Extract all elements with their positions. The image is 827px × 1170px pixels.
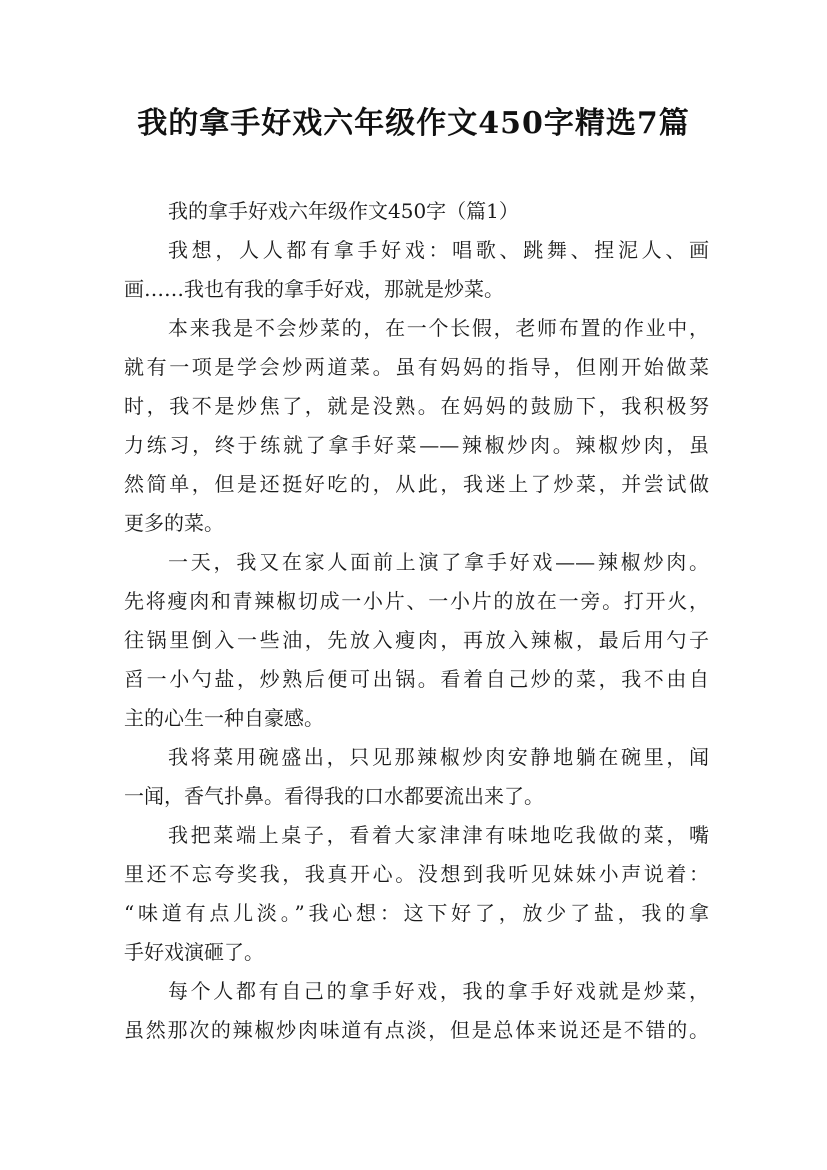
section-subtitle: 我的拿手好戏六年级作文450字（篇1） [168,199,519,223]
paragraph-line: 我想，人人都有拿手好戏：唱歌、跳舞、捏泥人、画 [168,238,709,262]
paragraph-line: 更多的菜。 [124,511,224,535]
paragraph-line: 一闻，香气扑鼻。看得我的口水都要流出来了。 [124,784,544,808]
paragraph-line: 手好戏演砸了。 [124,940,264,964]
paragraph-line: 舀一小勺盐，炒熟后便可出锅。看着自己炒的菜，我不由自 [124,667,709,691]
paragraph-line: 虽然那次的辣椒炒肉味道有点淡，但是总体来说还是不错的。 [124,1018,709,1042]
paragraph-line: 本来我是不会炒菜的，在一个长假，老师布置的作业中， [168,316,709,340]
paragraph-line: 主的心生一种自豪感。 [124,706,324,730]
paragraph-line: 往锅里倒入一些油，先放入瘦肉，再放入辣椒，最后用勺子 [124,628,709,652]
document-title: 我的拿手好戏六年级作文450字精选7篇 [137,106,690,141]
paragraph-line: 每个人都有自己的拿手好戏，我的拿手好戏就是炒菜， [168,979,709,1003]
paragraph-line: 就有一项是学会炒两道菜。虽有妈妈的指导，但刚开始做菜 [124,355,709,379]
paragraph-line: “味道有点儿淡。”我心想：这下好了，放少了盐，我的拿 [124,901,709,925]
paragraph-line: 里还不忘夸奖我，我真开心。没想到我听见妹妹小声说着： [124,862,709,886]
paragraph-line: 画……我也有我的拿手好戏，那就是炒菜。 [124,277,504,301]
paragraph-line: 先将瘦肉和青辣椒切成一小片、一小片的放在一旁。打开火， [124,589,709,613]
paragraph-line: 时，我不是炒焦了，就是没熟。在妈妈的鼓励下，我积极努 [124,394,709,418]
paragraph-line: 我将菜用碗盛出，只见那辣椒炒肉安静地躺在碗里，闻 [168,745,709,769]
paragraph-line: 力练习，终于练就了拿手好菜——辣椒炒肉。辣椒炒肉，虽 [124,433,709,457]
paragraph-line: 然简单，但是还挺好吃的，从此，我迷上了炒菜，并尝试做 [124,472,709,496]
paragraph-line: 我把菜端上桌子，看着大家津津有味地吃我做的菜，嘴 [168,823,709,847]
paragraph-line: 一天，我又在家人面前上演了拿手好戏——辣椒炒肉。 [168,550,709,574]
document-body [124,192,709,1050]
